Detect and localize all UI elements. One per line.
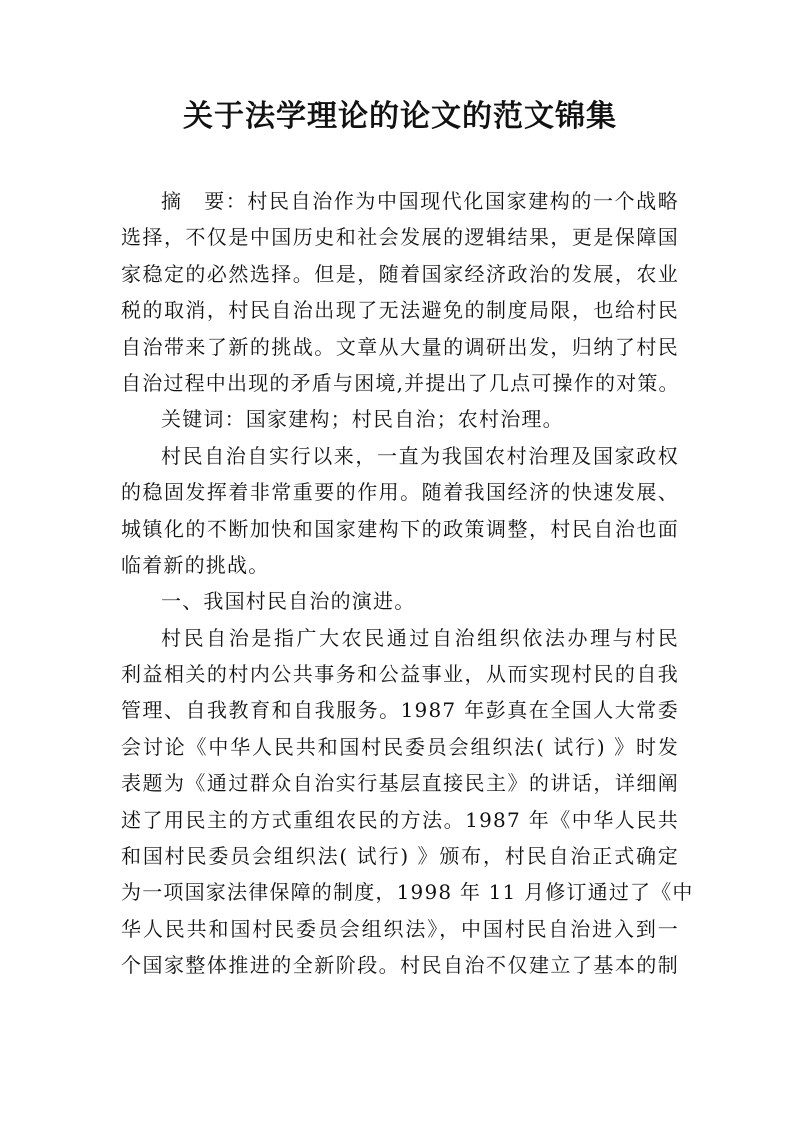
keywords-paragraph (121, 401, 679, 437)
text-line: 临着新的挑战。 (121, 552, 270, 577)
body-paragraph (121, 620, 694, 984)
text-line: 一、我国村民自治的演进。 (161, 589, 416, 614)
text-line: 和国村民委员会组织法( 试行) 》颁布，村民自治正式确定 (121, 844, 679, 869)
text-line: 的稳固发挥着非常重要的作用。随着我国经济的快速发展、 (121, 480, 679, 505)
section-heading (121, 583, 679, 619)
intro-paragraph (121, 438, 679, 584)
abstract-paragraph (121, 183, 679, 401)
text-line: 会讨论《中华人民共和国村民委员会组织法( 试行) 》时发 (121, 734, 679, 759)
text-line: 家稳定的必然选择。但是，随着国家经济政治的发展，农业 (121, 261, 679, 286)
text-line: 选择，不仅是中国历史和社会发展的逻辑结果，更是保障国 (121, 225, 679, 250)
text-line: 城镇化的不断加快和国家建构下的政策调整，村民自治也面 (121, 516, 679, 541)
document-body (121, 183, 694, 984)
text-line: 自治带来了新的挑战。文章从大量的调研出发，归纳了村民 (121, 334, 679, 359)
text-line: 村民自治自实行以来，一直为我国农村治理及国家政权 (161, 443, 679, 468)
text-line: 华人民共和国村民委员会组织法》，中国村民自治进入到一 (121, 916, 679, 941)
text-line: 关键词：国家建构；村民自治；农村治理。 (161, 407, 564, 432)
document-title: 关于法学理论的论文的范文锦集 (183, 99, 617, 134)
text-line: 税的取消，村民自治出现了无法避免的制度局限，也给村民 (121, 298, 679, 323)
text-line: 自治过程中出现的矛盾与困境,并提出了几点可操作的对策。 (121, 370, 680, 395)
text-line: 述了用民主的方式重组农民的方法。1987 年《中华人民共 (121, 807, 679, 832)
text-line: 表题为《通过群众自治实行基层直接民主》的讲话，详细阐 (121, 771, 679, 796)
text-line: 村民自治是指广大农民通过自治组织依法办理与村民 (161, 625, 679, 650)
text-line: 利益相关的村内公共事务和公益事业，从而实现村民的自我 (121, 662, 679, 687)
text-line: 为一项国家法律保障的制度，1998 年 11 月修订通过了《中 (121, 880, 694, 905)
text-line: 摘 要：村民自治作为中国现代化国家建构的一个战略 (161, 189, 679, 213)
text-line: 个国家整体推进的全新阶段。村民自治不仅建立了基本的制 (121, 953, 679, 978)
text-line: 管理、自我教育和自我服务。1987 年彭真在全国人大常委 (121, 698, 679, 723)
